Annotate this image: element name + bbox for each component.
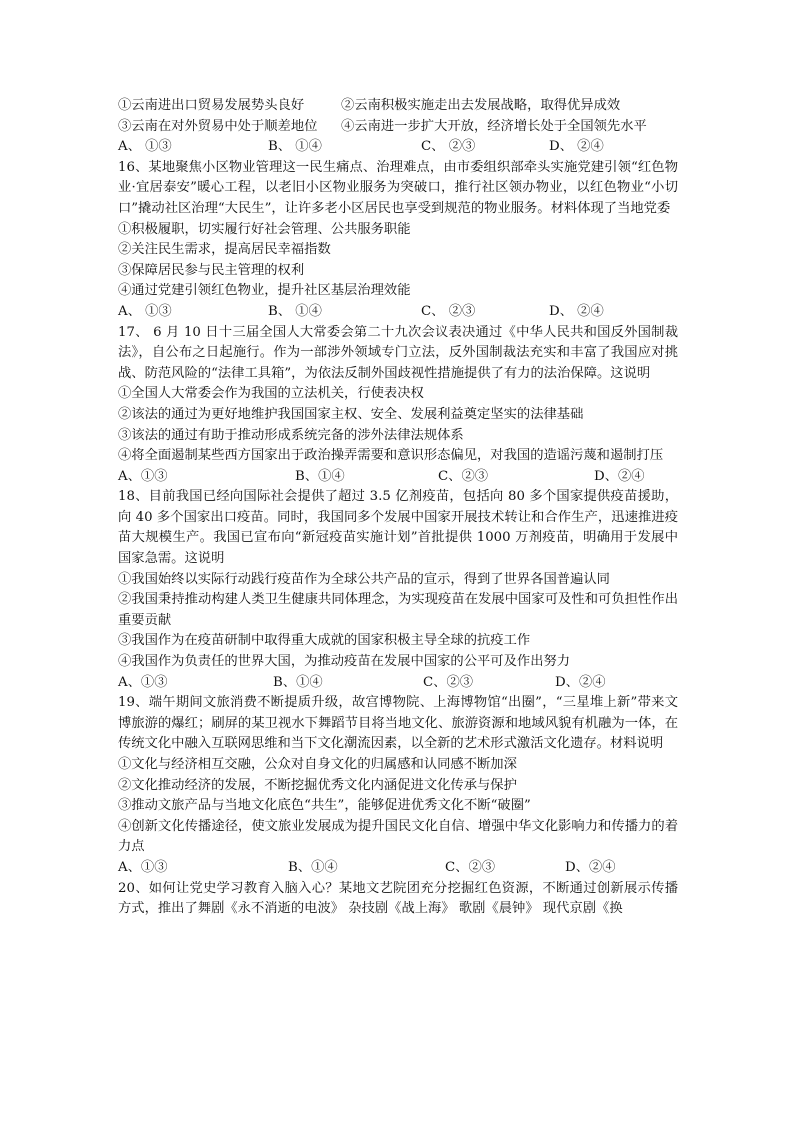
q18-choice-1: ①我国始终以实际行动践行疫苗作为全球公共产品的宣示，得到了世界各国普遍认同: [118, 571, 610, 587]
q17-options: [118, 467, 678, 488]
q17-option-c[interactable]: C、②③: [438, 468, 489, 484]
q17-choice-2: ②该法的通过为更好地维护我国国家主权、安全、发展利益奠定坚实的法律基础: [118, 406, 584, 422]
q18-choice-4: ④我国作为负责任的世界大国，为推动疫苗在发展中国家的公平可及作出努力: [118, 654, 571, 670]
q18-options: [118, 673, 678, 694]
q16-option-b[interactable]: B、 ①④: [268, 303, 322, 319]
q19-stem: 19、端午期间文旅消费不断提质升级，故宫博物院、上海博物馆“出圈”，“三星堆上新”带来文博旅游的爆红；刷屏的某卫视水下舞蹈节目将当地文化、旅游资源和地域风貌有机融为一体，在传统文化中融入互联网思维和当下文化潮流因素，以全新的艺术形式激活文化遗存。材料说明: [118, 695, 678, 752]
q15-options: [118, 137, 678, 158]
q16-option-c[interactable]: C、 ②③: [421, 303, 476, 319]
q18-option-d[interactable]: D、②④: [555, 674, 606, 690]
q19-option-c[interactable]: C、②③: [445, 859, 496, 875]
q16-choice-1: ①积极履职，切实履行好社会管理、公共服务职能: [118, 221, 411, 237]
q17-stem: 17、 6 月 10 日十三届全国人大常委会第二十九次会议表决通过《中华人民共和国反外国制裁法》，自公布之日起施行。作为一部涉外领域专门立法，反外国制裁法充实和丰富了我国应对挑战、防范风险的“法律工具箱”，为依法反制外国歧视性措施提供了有力的法治保障。这说明: [118, 324, 678, 381]
q19-option-b[interactable]: B、①④: [288, 859, 338, 875]
q19-option-a[interactable]: A、①③: [118, 859, 168, 875]
q16-option-a[interactable]: A、 ①③: [118, 303, 172, 319]
q19-choice-4: ④创新文化传播途径，使文旅业发展成为提升国民文化自信、增强中华文化影响力和传播力的着力点: [118, 818, 678, 855]
q15-option-d[interactable]: D、 ②④: [549, 139, 604, 155]
q19-options: [118, 858, 678, 879]
q18-option-c[interactable]: C、②③: [423, 674, 474, 690]
q17-option-a[interactable]: A、①③: [118, 468, 168, 484]
q16-choice-3: ③保障居民参与民主管理的权利: [118, 262, 305, 278]
q15-choices-row2: [118, 117, 678, 138]
q16-option-d[interactable]: D、 ②④: [549, 303, 604, 319]
q19-option-d[interactable]: D、②④: [565, 859, 616, 875]
q15-choice-1: ①云南进出口贸易发展势头良好: [118, 98, 305, 113]
q18-option-a[interactable]: A、①③: [118, 674, 168, 690]
q20-stem: 20、如何让党史学习教育入脑入心？某地文艺院团充分挖掘红色资源，不断通过创新展示传播方式，推出了舞剧《永不消逝的电波》 杂技剧《战上海》 歌剧《晨钟》 现代京剧《换: [118, 880, 678, 917]
q17-choice-4: ④将全面遏制某些西方国家出于政治操弄需要和意识形态偏见，对我国的造谣污蔑和遏制打压: [118, 448, 664, 464]
q19-choice-2: ②文化推动经济的发展，不断挖掘优秀文化内涵促进文化传承与保护: [118, 777, 517, 793]
q15-choice-3: ③云南在对外贸易中处于顺差地位: [118, 118, 318, 134]
q19-choice-1: ①文化与经济相互交融，公众对自身文化的归属感和认同感不断加深: [118, 757, 517, 772]
q16-options: [118, 302, 678, 323]
q19-choice-3: ③推动文旅产品与当地文化底色“共生”，能够促进优秀文化不断“破圈”: [118, 798, 531, 814]
q16-stem: 16、某地聚焦小区物业管理这一民生痛点、治理难点，由市委组织部牵头实施党建引领“红色物业·宜居泰安”暖心工程，以老旧小区物业服务为突破口，推行社区领办物业，以红色物业“小切口”撬动社区治理“大民生”，让许多老小区居民也享受到规范的物业服务。材料体现了当地党委: [118, 159, 678, 216]
q17-choice-1: ①全国人大常委会作为我国的立法机关，行使表决权: [118, 386, 424, 402]
q18-choice-3: ③我国作为在疫苗研制中取得重大成就的国家积极主导全球的抗疫工作: [118, 633, 531, 649]
q15-option-b[interactable]: B、 ①④: [268, 139, 322, 155]
q15-option-a[interactable]: A、 ①③: [118, 139, 172, 155]
q15-choice-4: ④云南进一步扩大开放，经济增长处于全国领先水平: [341, 118, 647, 134]
q17-choice-3: ③该法的通过有助于推动形成系统完备的涉外法律法规体系: [118, 427, 464, 443]
q16-choice-2: ②关注民生需求，提高居民幸福指数: [118, 242, 331, 258]
q15-choice-2: ②云南积极实施走出去发展战略，取得优异成效: [341, 98, 621, 113]
q18-choice-2: ②我国秉持推动构建人类卫生健康共同体理念，为实现疫苗在发展中国家可及性和可负担性作出重要贡献: [118, 592, 678, 628]
q16-choice-4: ④通过党建引领红色物业，提升社区基层治理效能: [118, 283, 411, 299]
q15-choices-row1: [118, 96, 678, 117]
q18-stem: 18、目前我国已经向国际社会提供了超过 3.5 亿剂疫苗，包括向 80 多个国家提供疫苗援助，向 40 多个国家出口疫苗。同时，我国同多个发展中国家开展技术转让和合作生产，迅速推进疫苗大规模生产。我国已宣布向“新冠疫苗实施计划”首批提供 1000 万剂疫苗，明确用于发展中国家急需。这说明: [118, 489, 678, 567]
q17-option-d[interactable]: D、②④: [594, 468, 645, 484]
q18-option-b[interactable]: B、①④: [273, 674, 323, 690]
q17-option-b[interactable]: B、①④: [295, 468, 345, 484]
exam-page: [118, 96, 678, 920]
q15-option-c[interactable]: C、 ②③: [421, 139, 476, 155]
